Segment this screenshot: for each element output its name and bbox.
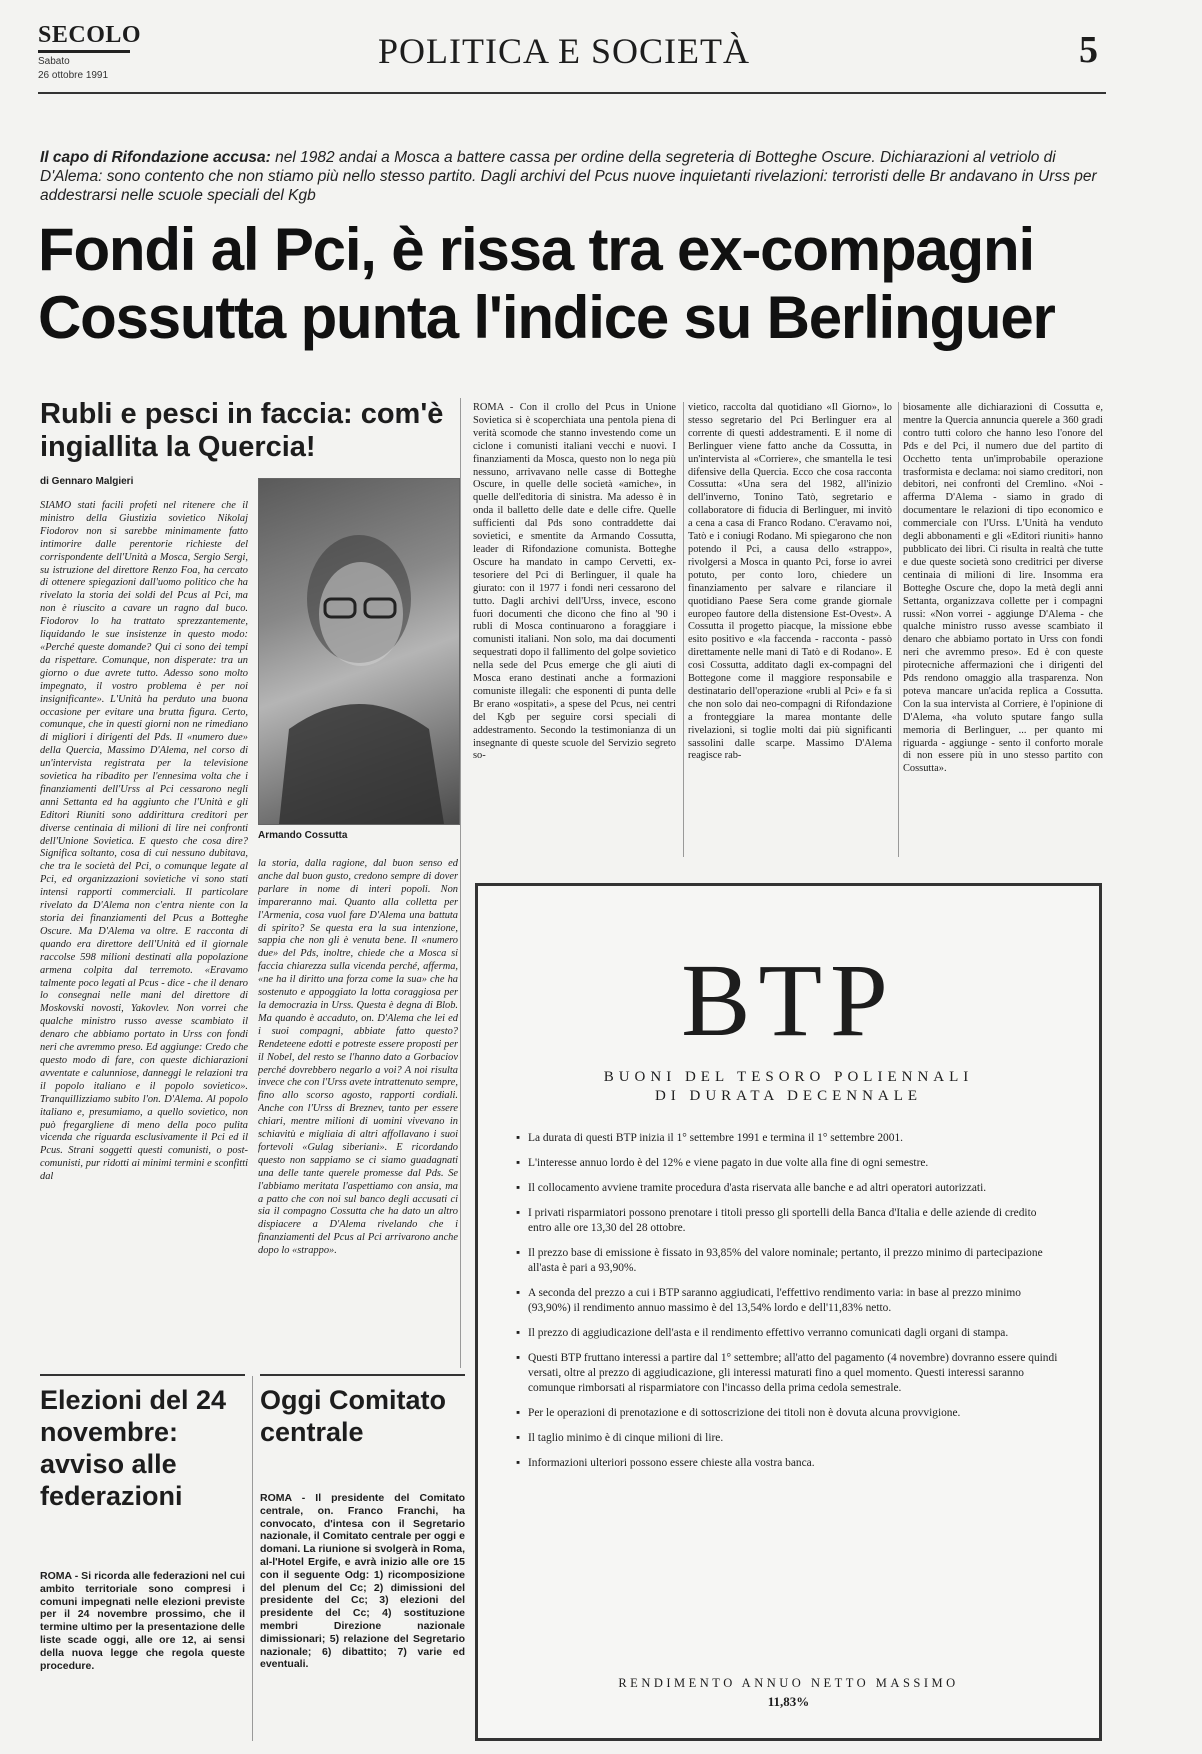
btp-term: ▪ L'interesse annuo lordo è del 12% e viene pagato in due volte alla fine di ogni semestre. <box>518 1156 1058 1171</box>
page-number: 5 <box>1079 29 1098 71</box>
elezioni-text: ROMA - Si ricorda alle federazioni nel cui ambito territoriale sono compresi i comuni impegnati nelle elezioni previste per il 24 novembre prossimo, che il termine ultimo per la presentazione delle liste scade oggi, alle ore 12, ai sensi della nuova legge che regola queste procedure. <box>40 1570 245 1672</box>
btp-terms-list <box>518 1131 1058 1481</box>
btp-term: ▪ Il taglio minimo è di cinque milioni di lire. <box>518 1431 1058 1446</box>
newspaper-logo <box>38 22 148 81</box>
btp-subtitle-line-2: DI DURATA DECENNALE <box>654 1088 923 1104</box>
comitato-box <box>260 1374 465 1744</box>
btp-term: ▪ Informazioni ulteriori possono essere chieste alla vostra banca. <box>518 1456 1058 1471</box>
photo-caption: Armando Cossutta <box>258 830 348 841</box>
btp-subtitle-line-1: BUONI DEL TESORO POLIENNALI <box>603 1069 974 1085</box>
issue-date: 26 ottobre 1991 <box>38 70 109 81</box>
portrait-photo <box>258 478 460 825</box>
left-article-column-2: la storia, dalla ragione, dal buon senso ed anche dal buon gusto, credono sempre di dover parlare in nome di interi popoli. Non impareranno mai. Quanto alla colletta per l'Armenia, cosa vuol fare D'Alema una battuta di spirito? Se questa era la sua intenzione, sappia che non gli è venuta bene. Il «numero due» del Pds, inoltre, chiede che a Mosca si faccia chiarezza sulla vicenda perché, afferma, «ne ha il diritto una forza come la sua» che ha sostenuto e appoggiato la lotta coraggiosa per la democrazia in Urss. Questa è degna di Blob. Ma quando è accaduto, on. D'Alema che lei ed i suoi compagni, abbiate fatto questo? Rendeteene edotti e potreste essere proposti per il Nobel, del resto se l'hanno dato a Gorbaciov perché dovrebbero negarlo a voi? A noi risulta invece che con l'Urss avete intrattenuto sempre, fino allo scorso agosto, rapporti cordiali. Anche con l'Urss di Breznev, tanto per essere chiari, mentre milioni di uomini vivevano in schiavitù e migliaia di altri affollavano i suoi fortevoli «Gulag siberiani». E ricordando questo non sappiamo se ci siamo guadagnati una delle tante querele promesse dal Pds. Se l'abbiamo meritata l'aspettiamo con ansia, ma a patto che con noi sul banco degli accusati ci sia il compagno Cossutta che ha dato un altro dispiacere a D'Alema rivelando che i finanziamenti del Pcus al Pci arrivarono anche dopo lo «strappo». <box>258 858 458 1257</box>
headline-line-1: Fondi al Pci, è rissa tra ex-compagni <box>38 216 1034 283</box>
portrait-silhouette <box>259 479 459 824</box>
kicker <box>40 148 1100 205</box>
left-article-column-1: SIAMO stati facili profeti nel ritenere che il ministro della Giustizia sovietico Nikolaj Fiodorov non si sarebbe minimamente fatto intimorire dalle perentorie richieste del corrispondente dell'Unità a Mosca, Sergio Sergi, su istruzione del direttore Renzo Foa, ha cercato di ottenere spiegazioni dall'uomo politico che ha rivelato la storia dei soldi del Pcus al Pci, ma non è riuscito a cavare un ragno dal buco. Fiodorov lo ha trattato sprezzantemente, liquidando le sue insistenze in questo modo: «Perché queste domande? Qui ci sono dei tempi da rispettare. Comunque, non disperate: tra un giorno o due avrete tutto. Adesso sono molto impegnato, il vostro problema è per noi insignificante». L'Unità ha perduto una buona occasione per evitare una brutta figura. Certo, comunque, che in questi giorni non ne rimediano di migliori i dirigenti del Pds. Il «numero due» della Quercia, Massimo D'Alema, nel corso di un'intervista registrata per la televisione sovietica ha ribadito per l'ennesima volta che i finanziamenti dell'Urss al Pci cessarono negli anni Settanta ed ha aggiunto che l'Unità e gli Editori Riuniti sono addirittura creditori per diverse centinaia di milioni di lire nei confronti dell'Unione Sovietica. E questo che cosa dire? Significa soltanto, cosa di cui nessuno dubitava, che tra le società del Pci, o comunque legate al Pci, ed organizzazioni sovietiche vi sono stati intensi rapporti commerciali. Il particolare rivelato da D'Alema non c'entra niente con la storia dei finanziamenti del Pcus a Botteghe Oscure. Ma D'Alema va oltre. E racconta di quando era direttore dell'Unità ed il giornale raccolse 598 milioni destinati alla popolazione armena colpita dal terremoto. «Eravamo talmente poco legati al Pcus - dice - che il denaro lo consegnai nelle mani del direttore di Moskovski novosti, Yakovlev. Non vorrei che qualche ministro russo avesse scambiato il denaro che abbiamo portato in Urss con fondi neri che avremmo preso. Ed aggiunge: Credo che questo modo di fare, con queste dichiarazioni avventate e calunniose, danneggi le relazioni tra il popolo italiano e il popolo sovietico». Tranquillizziamo subito l'on. D'Alema. Al popolo italiano e, presumiamo, a quello sovietico, non può fregargliene di meno della poco pulita vicenda che riguarda esclusivamente il Pci ed il Pcus. Strani soggetti questi comunisti, o post-comunisti, pur ridotti ai minimi termini e sconfitti dal <box>40 500 248 1183</box>
main-headline <box>38 216 1108 352</box>
btp-term: ▪ Il collocamento avviene tramite procedura d'asta riservata alle banche e ad altri operatori autorizzati. <box>518 1181 1058 1196</box>
btp-term: ▪ A seconda del prezzo a cui i BTP saranno aggiudicati, l'effettivo rendimento varia: in base al prezzo minimo (93,90%) il rendimento annuo massimo è del 13,54% lordo e dell'11,83% netto. <box>518 1286 1058 1316</box>
column-divider <box>252 1376 253 1741</box>
byline: di Gennaro Malgieri <box>40 476 134 487</box>
right-article-column-3: biosamente alle dichiarazioni di Cossutta e, mentre la Quercia annuncia querele a 360 gradi contro tutti coloro che hanno leso l'onore del Pds e del Pci, il numero due del partito di Occhetto tenta un'improbabile operazione trasformista e declama: noi siamo creditori, non debitori, nei confronti del Cremlino. «Noi - afferma D'Alema - siamo in grado di documentare le relazioni di tipo economico e commerciale con l'Urss. L'Unità ha venduto degli abbonamenti e gli «Editori riuniti» hanno pubblicato dei libri. Ci risulta in realtà che tutte e due queste società sono creditrici per diverse centinaia di milioni di lire. Insomma era Botteghe Oscure che, dopo la metà degli anni Settanta, organizzava collette per i compagni russi: «Non vorrei - aggiunge D'Alema - che qualche ministro russo avesse scambiato il denaro che abbiamo portato in Urss con fondi neri che avremmo preso». Ed è con queste pirotecniche affermazioni che i dirigenti del Pds rendono omaggio alla trasparenza. Non poteva mancare un'acida replica a Cossutta. Con la sua intervista al Corriere, è l'opinione di D'Alema, «ha voluto sputare fango sulla memoria di Berlinguer, ... per quanto mi riguarda - aggiunge - sento il conforto morale di non essere più in uno stesso partito con Cossutta». <box>903 402 1103 775</box>
comitato-text: ROMA - Il presidente del Comitato centrale, on. Franco Franchi, ha convocato, d'intesa con il Segretario nazionale, il Comitato centrale per oggi e domani. La riunione si svolgerà in Roma, al-l'Hotel Ergife, e avrà inizio alle ore 15 con il seguente Odg: 1) ricomposizione del plenum del Cc; 2) dimissioni del presidente del Cc; 3) elezioni del presidente del Cc; 4) sostituzione membri Direzione nazionale dimissionari; 5) relazione del Segretario nazionale; 6) dibattito; 7) varie ed eventuali. <box>260 1492 465 1671</box>
right-article-column-2: vietico, raccolta dal quotidiano «Il Giorno», lo stesso segretario del Pci Berlinguer era al corrente di questi addestramenti. E il nome di Berlinguer viene fatto anche da Cossutta, in un'intervista al «Corriere», che smantella le tesi difensive della Quercia. Ecco che cosa racconta Cossutta: «Una sera del 1982, all'inizio dell'inverno, Tonino Tatò, segretario e collaboratore di fiducia di Berlinguer, mi invitò a cena a casa di Franco Rodano. C'eravamo noi, Tatò e i coniugi Rodano. Mi spiegarono che non potendo il Pci, a causa dello «strappo», rivolgersi a Mosca in quanto Pci, forse io avrei potuto, per conto loro, chiedere un finanziamento per salvare e rilanciare il quotidiano Paese Sera come grande giornale europeo fautore della distensione Est-Ovest». A Cossutta il progetto piacque, la missione ebbe esito positivo e «la faccenda - racconta - passò direttamente nelle mani di Tatò e di Rodano». E così Cossutta, additato dagli ex-compagni del Bottegone come il maggiore responsabile e destinatario dell'operazione «rubli al Pci» e fa sì che non solo dai neo-compagni di Rifondazione a fronteggiare la marea montante delle rivelazioni, si toglie molti dai più significanti sassolini dalle scarpe. Massimo D'Alema reagisce rab- <box>688 402 892 762</box>
btp-term: ▪ I privati risparmiatori possono prenotare i titoli presso gli sportelli della Banca d'Italia e delle aziende di credito entro alle ore 13,30 del 28 ottobre. <box>518 1206 1058 1236</box>
btp-term: ▪ Per le operazioni di prenotazione e di sottoscrizione dei titoli non è dovuta alcuna provvigione. <box>518 1406 1058 1421</box>
column-divider <box>898 402 899 857</box>
issue-day: Sabato <box>38 56 70 67</box>
elezioni-title: Elezioni del 24 novembre: avviso alle federazioni <box>40 1385 227 1511</box>
right-article-column-1: ROMA - Con il crollo del Pcus in Unione Sovietica si è scoperchiata una pentola piena di verità scomode che stanno investendo come un ciclone i comunisti italiani vecchi e nuovi. I finanziamenti da Mosca, questo non lo nega più nessuno, arrivavano nelle casse di Botteghe Oscure, in quelle delle società «amiche», in quelle dell'editoria di sinistra. Ma adesso è in onda il balletto delle date e delle cifre. Quelle sufficienti dal Pds sono contraddette dai sovietici, e smentite da Armando Cossutta, leader di Rifondazione comunista. Botteghe Oscure ha mandato in campo Cervetti, ex-tesoriere del Pci di Berlinguer, il quale ha giurato: con il 1977 i fondi neri cessarono del tutto. Dagli archivi dell'Urss, invece, escono fuori documenti che dicono che fino al '90 i rubli di Mosca continuarono a foraggiare i comunisti italiani. Non solo, ma dai documenti sequestrati dopo il fallimento del golpe sovietico nella sede del Pcus emerge che gli aiuti di Mosca erano destinati anche a formazioni comuniste illegali: che esponenti di punta delle Br erano «ospitati», a spese del Pcus, nei centri del Kgb per seguire corsi speciali di addestramento. Secondo la testimonianza di un insegnante di queste scuole del Servizio segreto so- <box>473 402 676 762</box>
btp-title: BTP <box>681 943 896 1058</box>
kicker-lead: Il capo di Rifondazione accusa: <box>40 149 271 166</box>
comitato-title: Oggi Comitato centrale <box>260 1385 446 1447</box>
btp-advertisement <box>475 883 1102 1741</box>
headline-line-2: Cossutta punta l'indice su Berlinguer <box>38 284 1055 351</box>
btp-term: ▪ Il prezzo base di emissione è fissato in 93,85% del valore nominale; pertanto, il prezzo minimo di partecipazione all'asta è pari a 93,90%. <box>518 1246 1058 1276</box>
btp-subtitle <box>478 1068 1099 1106</box>
masthead <box>38 22 1106 94</box>
left-article-title: Rubli e pesci in faccia: com'è ingiallita la Quercia! <box>40 398 444 463</box>
kicker-text: nel 1982 andai a Mosca a battere cassa per ordine della segreteria di Botteghe Oscure. Dichiarazioni al vetriolo di D'Alema: sono contento che non stiamo più nello stesso partito. Dagli archivi del Pcus nuove inquietanti rivelazioni: terroristi delle Br andavano in Urss per addestrarsi nelle scuole speciali del Kgb <box>40 149 1097 204</box>
btp-term: ▪ La durata di questi BTP inizia il 1° settembre 1991 e termina il 1° settembre 2001. <box>518 1131 1058 1146</box>
logo-rule <box>38 50 130 53</box>
btp-term: ▪ Il prezzo di aggiudicazione dell'asta e il rendimento effettivo verranno comunicati dagli organi di stampa. <box>518 1326 1058 1341</box>
btp-term: ▪ Questi BTP fruttano interessi a partire dal 1° settembre; all'atto del pagamento (4 novembre) dovranno essere quindi versati, oltre al prezzo di aggiudicazione, gli interessi maturati fino a quel momento. Questi interessi saranno comunque rimborsati al risparmiatore con l'incasso della prima cedola semestrale. <box>518 1351 1058 1396</box>
logo-word: SECOLO <box>38 22 142 48</box>
section-title: POLITICA E SOCIETÀ <box>378 31 750 71</box>
elezioni-box <box>40 1374 245 1744</box>
btp-yield: 11,83% <box>767 1694 810 1709</box>
column-divider <box>683 402 684 857</box>
btp-footer: RENDIMENTO ANNUO NETTO MASSIMO <box>618 1676 959 1690</box>
